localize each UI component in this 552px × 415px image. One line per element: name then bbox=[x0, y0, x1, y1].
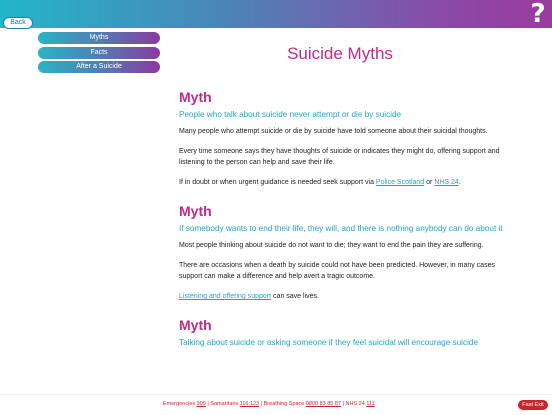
samaritans-number-link[interactable]: 116 123 bbox=[239, 401, 260, 407]
myth-statement: People who talk about suicide never attempt or die by suicide bbox=[179, 110, 402, 119]
paragraph-text: or bbox=[424, 179, 435, 186]
footer-label: | NHS 24 bbox=[341, 401, 367, 407]
paragraph bbox=[179, 177, 509, 188]
main-content[interactable] bbox=[179, 88, 509, 362]
paragraph: There are occasions when a death by suicide could not have been predicted. However, in many cases support can make a difference and help avert a tragic outcome. bbox=[179, 262, 495, 280]
nav-item-after-a-suicide[interactable]: After a Suicide bbox=[38, 61, 160, 73]
paragraph-text: . bbox=[458, 179, 461, 186]
nav-item-myths[interactable]: Myths bbox=[38, 32, 160, 44]
listening-support-link[interactable]: Listening and offering support bbox=[179, 293, 272, 300]
myth-statement: Talking about suicide or asking someone if they feel suicidal will encourage suicide bbox=[179, 338, 479, 347]
footer-label: | Breathing Space bbox=[259, 401, 306, 407]
nhs-24-link[interactable]: NHS 24 bbox=[434, 179, 459, 186]
myth-heading: Myth bbox=[179, 317, 212, 333]
emergency-number-link[interactable]: 999 bbox=[196, 401, 206, 407]
myth-section bbox=[179, 316, 509, 348]
police-scotland-link[interactable]: Police Scotland bbox=[375, 179, 425, 186]
paragraph: Every time someone says they have thoughts of suicide or indicates they might do, offering support and listening to the person can help and save their life. bbox=[179, 148, 500, 166]
question-mark-icon[interactable]: ? bbox=[530, 0, 546, 29]
nhs-24-number-link[interactable]: 111 bbox=[366, 401, 375, 407]
back-button[interactable]: Back bbox=[3, 17, 33, 29]
emergency-footer bbox=[0, 394, 552, 415]
myth-heading: Myth bbox=[179, 203, 212, 219]
myth-statement: If somebody wants to end their life, they will, and there is nothing anybody can do about it bbox=[179, 224, 503, 233]
myth-heading: Myth bbox=[179, 89, 212, 105]
paragraph bbox=[179, 291, 509, 302]
fast-exit-button[interactable]: Fast Exit bbox=[518, 400, 548, 410]
footer-label: Emergencies bbox=[163, 401, 197, 407]
breathing-space-number-link[interactable]: 0800 83 85 87 bbox=[305, 401, 342, 407]
myth-section bbox=[179, 202, 509, 302]
page-title: Suicide Myths bbox=[287, 44, 393, 63]
side-navigation bbox=[38, 32, 160, 76]
paragraph-text: can save lives. bbox=[271, 293, 319, 300]
top-banner bbox=[0, 0, 552, 28]
paragraph-text: If in doubt or when urgent guidance is needed seek support via bbox=[179, 179, 376, 186]
paragraph: Most people thinking about suicide do not want to die; they want to end the pain they are suffering. bbox=[179, 242, 484, 249]
myth-section bbox=[179, 88, 509, 188]
nav-item-facts[interactable]: Facts bbox=[38, 47, 160, 59]
paragraph: Many people who attempt suicide or die by suicide have told someone about their suicidal thoughts. bbox=[179, 128, 488, 135]
helpline-numbers bbox=[163, 401, 375, 407]
footer-label: | Samaritans bbox=[205, 401, 240, 407]
